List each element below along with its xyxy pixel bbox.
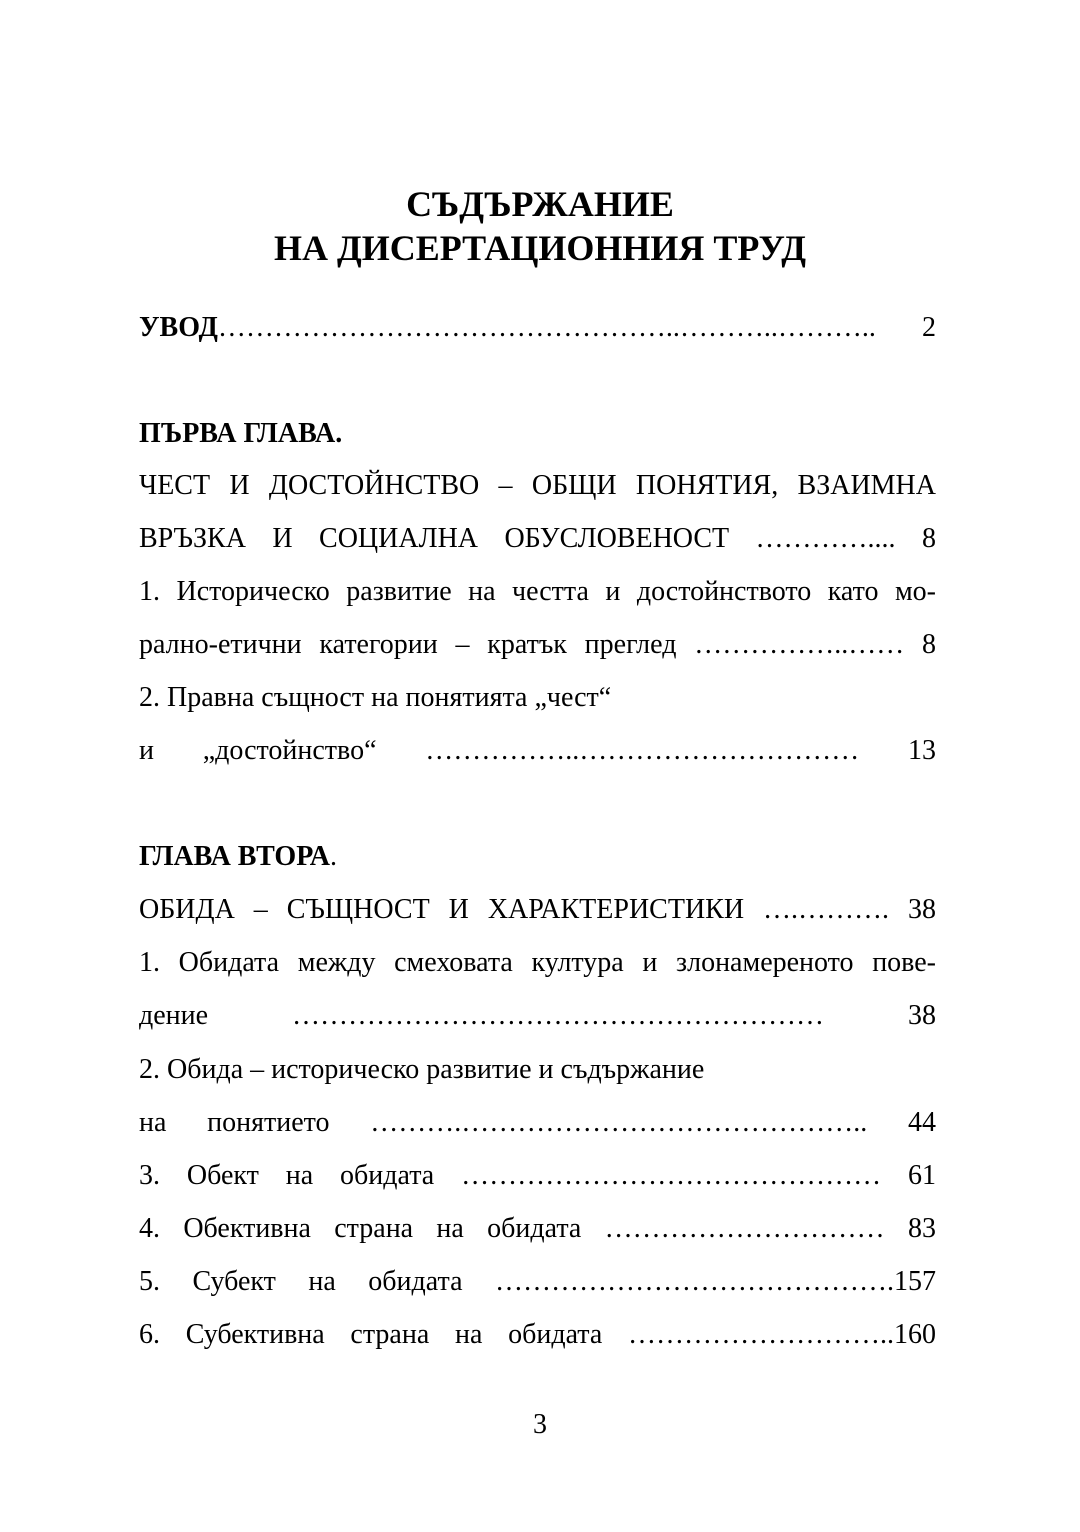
toc-intro-page: 2 bbox=[922, 312, 936, 343]
chapter-2-heading-label: ГЛАВА ВТОРА bbox=[139, 841, 330, 872]
document-title-line-1: СЪДЪРЖАНИЕ bbox=[406, 184, 674, 224]
chapter-1-section-1-line-2: рално-етични категории – кратък преглед ……………..…… 8 bbox=[139, 629, 936, 660]
chapter-2-section-1-line-1: 1. Обидата между смеховата култура и злонамереното пове- bbox=[139, 947, 936, 978]
chapter-1-section-2-line-1: 2. Правна същност на понятията „чест“ bbox=[139, 682, 612, 713]
chapter-1-section-1-line-1: 1. Историческо развитие на честта и достойнството като мо- bbox=[139, 576, 936, 607]
chapter-1-section-2-line-2: и „достойнство“ ……………..………………………… 13 bbox=[139, 735, 936, 766]
page-number: 3 bbox=[533, 1409, 547, 1440]
chapter-1-title-line-1: ЧЕСТ И ДОСТОЙНСТВО – ОБЩИ ПОНЯТИЯ, ВЗАИМНА bbox=[139, 470, 936, 501]
chapter-2-section-2-line-2: на понятието ……….…………………………………….. 44 bbox=[139, 1107, 936, 1138]
chapter-1-heading: ПЪРВА ГЛАВА. bbox=[139, 418, 343, 449]
toc-intro-leader: …………………………………………..………..……….. bbox=[217, 312, 922, 343]
toc-intro-label: УВОД bbox=[139, 312, 218, 343]
chapter-2-heading-period: . bbox=[329, 841, 337, 872]
chapter-2-section-1-line-2: дение ………………………………………………… 38 bbox=[139, 1000, 936, 1031]
chapter-2-section-6: 6. Субективна страна на обидата ………………………..160 bbox=[139, 1319, 936, 1350]
chapter-2-section-4: 4. Обективна страна на обидата ………………………… 83 bbox=[139, 1213, 936, 1244]
chapter-2-section-5: 5. Субект на обидата …………………………………….157 bbox=[139, 1266, 936, 1297]
chapter-2-section-3: 3. Обект на обидата ……………………………………… 61 bbox=[139, 1160, 936, 1191]
toc-entry-intro bbox=[139, 311, 936, 345]
document-title-line-2: НА ДИСЕРТАЦИОННИЯ ТРУД bbox=[273, 228, 807, 268]
chapter-2-section-2-line-1: 2. Обида – историческо развитие и съдържание bbox=[139, 1054, 705, 1085]
chapter-1-title-line-2: ВРЪЗКА И СОЦИАЛНА ОБУСЛОВЕНОСТ ………….... 8 bbox=[139, 523, 936, 554]
chapter-2-title: ОБИДА – СЪЩНОСТ И ХАРАКТЕРИСТИКИ ….………. 38 bbox=[139, 894, 936, 925]
chapter-2-heading bbox=[139, 840, 936, 874]
